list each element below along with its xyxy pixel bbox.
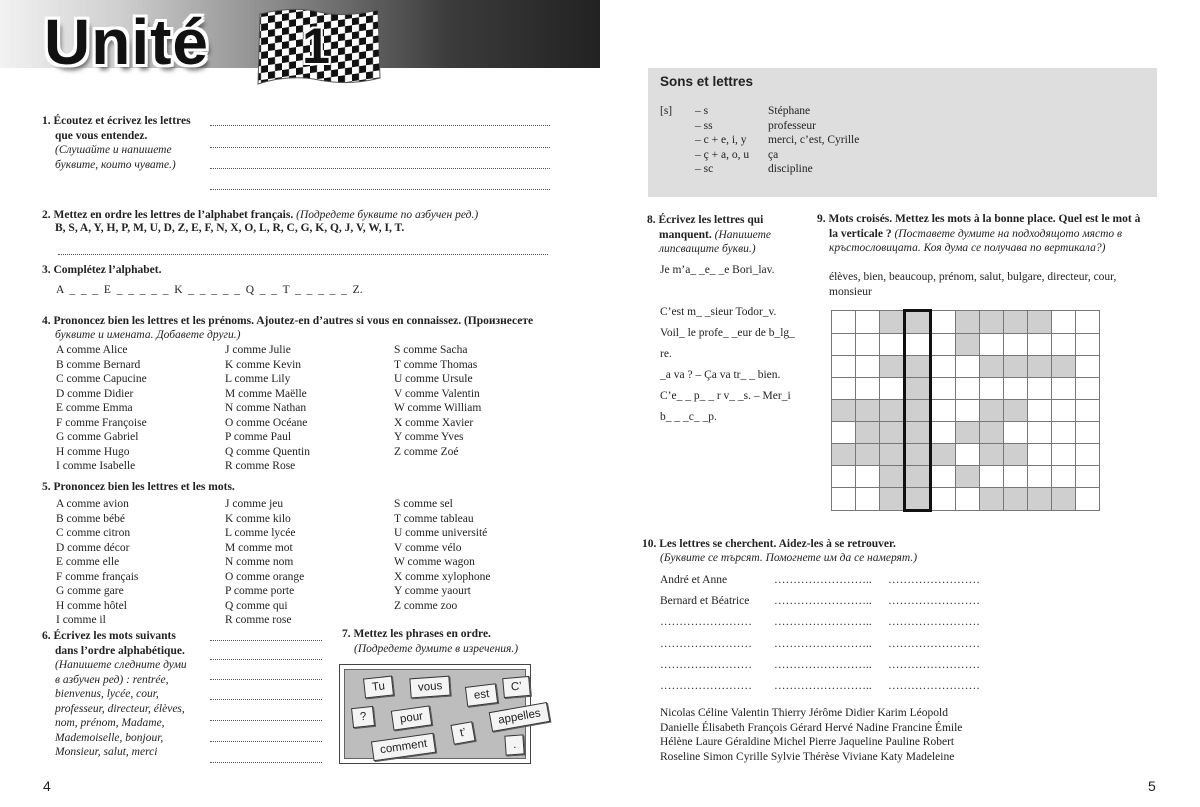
list-item: A comme avion	[56, 498, 129, 510]
list-item: M comme Maëlle	[225, 387, 307, 400]
list-item: C comme Capucine	[56, 373, 147, 385]
unit-title: Unité	[44, 6, 209, 78]
ex6-title: 6. Écrivez les mots suivants dans l’ordre alphabétique.	[42, 630, 185, 657]
list-item: I comme il	[56, 614, 106, 626]
ex6-word-list: (Напишете следните думи в азбучен ред) : rentrée, bienvenus, lycée, cour, professeur, directeur, élèves, nom, prénom, Madame, Mademoiselle, bonjour, Monsieur, salut, merci	[55, 659, 187, 758]
crossword-cell[interactable]	[1052, 400, 1076, 422]
crossword-cell[interactable]	[931, 400, 956, 422]
ex8-line[interactable]: b_ _ _c_ _p.	[660, 411, 717, 423]
list-item: Y comme Yves	[394, 431, 464, 443]
crossword-cell[interactable]	[931, 444, 956, 466]
list-item: Z comme Zoé	[394, 445, 459, 458]
ex2-title: 2. Mettez en ordre les lettres de l’alphabet français. (Подредете буквите по азбучен ред.)	[42, 209, 479, 221]
crossword-cell[interactable]	[1004, 466, 1028, 488]
crossword-cell[interactable]	[1028, 400, 1052, 422]
crossword-cell[interactable]	[980, 378, 1004, 400]
ex3-alphabet-line[interactable]: A _ _ _ E _ _ _ _ _ K _ _ _ _ _ Q _ _ T _ _ _ _ _ Z.	[56, 284, 363, 296]
crossword-cell[interactable]	[880, 378, 905, 400]
word-card[interactable]: vous	[409, 676, 451, 699]
ex1-answer-line[interactable]	[210, 125, 550, 126]
crossword-cell[interactable]	[1076, 422, 1100, 444]
crossword-cell[interactable]	[956, 378, 980, 400]
crossword-cell[interactable]	[905, 466, 931, 488]
list-item: Q comme Quentin	[225, 445, 310, 458]
crossword-cell[interactable]	[856, 466, 880, 488]
list-item: C comme citron	[56, 527, 131, 539]
list-item: H comme Hugo	[56, 445, 130, 458]
crossword-cell[interactable]	[832, 311, 856, 334]
crossword-cell[interactable]	[905, 356, 931, 378]
ex1-answer-line[interactable]	[210, 147, 550, 148]
crossword-cell[interactable]	[931, 488, 956, 511]
ex7-title: 7. Mettez les phrases en ordre.	[342, 628, 491, 640]
page-number-right: 5	[1148, 778, 1156, 794]
crossword-cell[interactable]	[1028, 378, 1052, 400]
crossword-grid	[831, 309, 1100, 512]
crossword-cell[interactable]	[1052, 378, 1076, 400]
crossword-cell[interactable]	[856, 356, 880, 378]
ex10-blank[interactable]: ……………………	[660, 659, 752, 671]
ex4-translation: буквите и имената. Добавете други.)	[55, 329, 241, 341]
ex5-column-2	[225, 497, 304, 628]
sons-et-lettres-box	[648, 68, 1157, 197]
unit-number: 1	[302, 18, 330, 74]
list-item: K comme Kevin	[225, 358, 302, 371]
crossword-cell[interactable]	[880, 422, 905, 444]
crossword-cell[interactable]	[931, 422, 956, 444]
word-card[interactable]: C’	[502, 676, 531, 698]
crossword-cell[interactable]	[856, 488, 880, 511]
crossword-cell[interactable]	[1004, 378, 1028, 400]
crossword-cell[interactable]	[1028, 334, 1052, 356]
ex6-answer-line[interactable]	[210, 762, 322, 763]
list-item: Q comme qui	[225, 599, 288, 612]
example-list: Stéphane professeur merci, c’est, Cyrille ça discipline	[768, 105, 860, 175]
ex8-title: 8. Écrivez les lettres qui manquent. (Напишете липсващите букви.)	[647, 214, 772, 255]
crossword-cell[interactable]	[1028, 422, 1052, 444]
crossword-cell[interactable]	[1028, 444, 1052, 466]
crossword-cell[interactable]	[1052, 444, 1076, 466]
ex10-blank[interactable]: ……………………..	[774, 680, 872, 692]
crossword-cell[interactable]	[980, 356, 1004, 378]
ex5-column-3	[394, 497, 490, 613]
ex8-line[interactable]: C’est m_ _sieur Todor_v.	[660, 306, 777, 318]
ex10-blank[interactable]: ……………………	[888, 595, 980, 607]
crossword-cell[interactable]	[856, 400, 880, 422]
ex10-blank[interactable]: ……………………	[888, 616, 980, 628]
ex10-blank[interactable]: ……………………	[888, 574, 980, 586]
list-item: U comme Ursule	[394, 373, 473, 385]
list-item: N comme Nathan	[225, 402, 307, 414]
crossword-cell[interactable]	[832, 356, 856, 378]
crossword-cell[interactable]	[905, 378, 931, 400]
ex8-line[interactable]: re.	[660, 348, 672, 360]
crossword-cell[interactable]	[880, 444, 905, 466]
sound-symbol: [s]	[660, 105, 673, 117]
list-item: N comme nom	[225, 556, 294, 568]
list-item: V comme Valentin	[394, 387, 480, 400]
ex1-answer-line[interactable]	[210, 189, 550, 190]
crossword-cell[interactable]	[1052, 311, 1076, 334]
list-item: T comme tableau	[394, 512, 474, 525]
list-item: L comme Lily	[225, 373, 291, 385]
list-item: O comme Océane	[225, 416, 308, 429]
ex10-blank[interactable]: ……………………..	[774, 638, 872, 650]
list-item: R comme Rose	[225, 460, 296, 472]
list-item: H comme hôtel	[56, 599, 127, 612]
crossword-cell[interactable]	[1004, 334, 1028, 356]
crossword-cell[interactable]	[905, 488, 931, 511]
ex1-title: 1. Écoutez et écrivez les lettres que vous entendez.	[42, 115, 191, 142]
ex6-answer-line[interactable]	[210, 659, 322, 660]
crossword-cell[interactable]	[832, 444, 856, 466]
list-item: F comme Françoise	[56, 416, 147, 429]
crossword-cell[interactable]	[880, 466, 905, 488]
word-card[interactable]: pour	[391, 705, 432, 730]
list-item: E comme elle	[56, 556, 120, 568]
ex8-line[interactable]: Voil_ le profe_ _eur de b_lg_	[660, 327, 795, 339]
crossword-cell[interactable]	[905, 334, 931, 356]
ex7-translation: (Подредете думите в изречения.)	[354, 643, 519, 655]
ex8-line[interactable]: _a va ? – Ça va tr_ _ bien.	[660, 369, 781, 381]
ex10-blank[interactable]: ……………………	[660, 616, 752, 628]
ex4-column-3	[394, 343, 481, 459]
ex2-letters: B, S, A, Y, H, P, M, U, D, Z, E, F, N, X, O, L, R, C, G, K, Q, J, V, W, I, T.	[55, 222, 405, 234]
crossword-cell[interactable]	[1004, 311, 1028, 334]
ex8-line[interactable]: Je m’a_ _e_ _e Bori_lav.	[660, 264, 775, 276]
list-item: J comme jeu	[225, 498, 284, 510]
ex10-blank[interactable]: ……………………..	[774, 595, 872, 607]
list-item: S comme Sacha	[394, 344, 468, 356]
crossword-cell[interactable]	[956, 422, 980, 444]
ex10-pair: Bernard et Béatrice	[660, 595, 750, 607]
ex10-blank[interactable]: ……………………	[660, 638, 752, 650]
crossword-cell[interactable]	[880, 488, 905, 511]
crossword-cell[interactable]	[956, 400, 980, 422]
list-item: K comme kilo	[225, 512, 291, 525]
crossword-cell[interactable]	[832, 466, 856, 488]
ex9-word-list: élèves, bien, beaucoup, prénom, salut, bulgare, directeur, cour, monsieur	[829, 271, 1117, 298]
crossword-cell[interactable]	[980, 400, 1004, 422]
ex10-translation: (Буквите се търсят. Помогнете им да се намерят.)	[660, 552, 918, 564]
crossword-cell[interactable]	[1028, 466, 1052, 488]
ex4-column-1	[56, 343, 147, 474]
list-item: S comme sel	[394, 498, 453, 510]
ex10-blank[interactable]: ……………………	[888, 638, 980, 650]
ex10-title: 10. Les lettres se cherchent. Aidez-les à se retrouver.	[642, 538, 896, 550]
list-item: M comme mot	[225, 541, 293, 554]
ex3-title: 3. Complétez l’alphabet.	[42, 264, 162, 276]
crossword-cell[interactable]	[956, 488, 980, 511]
ex10-blank[interactable]: ……………………..	[774, 616, 872, 628]
crossword-cell[interactable]	[1052, 488, 1076, 511]
ex6-answer-line[interactable]	[210, 720, 322, 721]
crossword-cell[interactable]	[832, 488, 856, 511]
list-item: U comme université	[394, 527, 488, 539]
ex1-translation: (Слушайте и напишете буквите, които чувате.)	[55, 144, 176, 171]
crossword-cell[interactable]	[956, 444, 980, 466]
crossword-cell[interactable]	[980, 311, 1004, 334]
list-item: D comme Didier	[56, 387, 134, 400]
word-card[interactable]: appelles	[489, 702, 550, 732]
list-item: E comme Emma	[56, 402, 133, 414]
list-item: X comme xylophone	[394, 570, 491, 583]
ex5-column-1	[56, 497, 138, 628]
crossword-cell[interactable]	[1004, 488, 1028, 511]
crossword-cell[interactable]	[956, 356, 980, 378]
crossword-cell[interactable]	[980, 466, 1004, 488]
crossword-cell[interactable]	[1076, 378, 1100, 400]
word-card[interactable]: .	[504, 734, 525, 755]
ex10-blank[interactable]: ……………………..	[774, 659, 872, 671]
crossword-cell[interactable]	[832, 422, 856, 444]
crossword-cell[interactable]	[1052, 356, 1076, 378]
ex1-answer-line[interactable]	[210, 168, 550, 169]
crossword-cell[interactable]	[1076, 444, 1100, 466]
crossword-cell[interactable]	[880, 311, 905, 334]
crossword-cell[interactable]	[856, 444, 880, 466]
ex5-title: 5. Prononcez bien les lettres et les mots.	[42, 481, 235, 493]
crossword-cell[interactable]	[980, 334, 1004, 356]
crossword-cell[interactable]	[931, 311, 956, 334]
word-cards-box	[339, 664, 542, 764]
crossword-cell[interactable]	[1076, 466, 1100, 488]
crossword-cell[interactable]	[1052, 422, 1076, 444]
crossword-cell[interactable]	[1004, 422, 1028, 444]
list-item: G comme Gabriel	[56, 431, 139, 443]
word-card[interactable]: t’	[450, 721, 475, 744]
crossword-cell[interactable]	[980, 422, 1004, 444]
crossword-cell[interactable]	[905, 400, 931, 422]
crossword-cell[interactable]	[1004, 444, 1028, 466]
crossword-cell[interactable]	[905, 422, 931, 444]
crossword-cell[interactable]	[880, 400, 905, 422]
crossword-cell[interactable]	[931, 378, 956, 400]
crossword-cell[interactable]	[931, 466, 956, 488]
crossword-cell[interactable]	[956, 311, 980, 334]
list-item: B comme Bernard	[56, 358, 141, 371]
list-item: Z comme zoo	[394, 599, 458, 612]
crossword-cell[interactable]	[1028, 311, 1052, 334]
list-item: D comme décor	[56, 541, 130, 554]
crossword-cell[interactable]	[905, 444, 931, 466]
crossword-cell[interactable]	[1076, 334, 1100, 356]
crossword-cell[interactable]	[832, 334, 856, 356]
ex4-column-2	[225, 343, 310, 474]
list-item: V comme vélo	[394, 541, 462, 554]
ex4-title: 4. Prononcez bien les lettres et les prénoms. Ajoutez-en d’autres si vous en connaissez. (Произнесете	[42, 315, 534, 327]
word-card[interactable]: est	[465, 683, 499, 707]
ex6-answer-line[interactable]	[210, 640, 322, 641]
crossword-cell[interactable]	[1004, 400, 1028, 422]
crossword-cell[interactable]	[856, 334, 880, 356]
list-item: A comme Alice	[56, 344, 128, 356]
crossword-cell[interactable]	[880, 334, 905, 356]
list-item: P comme Paul	[225, 431, 292, 443]
crossword-cell[interactable]	[1028, 356, 1052, 378]
crossword-cell[interactable]	[1076, 400, 1100, 422]
ex10-blank[interactable]: ……………………	[888, 659, 980, 671]
list-item: W comme William	[394, 402, 482, 414]
grapheme-list: – s – ss – c + e, i, y – ç + a, o, u – sc	[695, 105, 750, 175]
ex10-blank[interactable]: ……………………..	[774, 574, 872, 586]
crossword-cell[interactable]	[1028, 488, 1052, 511]
ex10-blank[interactable]: ……………………	[660, 680, 752, 692]
crossword-cell[interactable]	[931, 356, 956, 378]
list-item: R comme rose	[225, 614, 292, 626]
crossword-cell[interactable]	[1052, 334, 1076, 356]
ex6-answer-line[interactable]	[210, 699, 322, 700]
word-card[interactable]: Tu	[363, 676, 394, 699]
ex9-title: 9. Mots croisés. Mettez les mots à la bonne place. Quel est le mot à la verticale ? (Поставете думите на подходящото място в кръстословицата. Коя дума се получава по вертикала?)	[817, 213, 1141, 254]
crossword-cell[interactable]	[1076, 356, 1100, 378]
crossword-cell[interactable]	[832, 378, 856, 400]
list-item: L comme lycée	[225, 527, 296, 539]
crossword-cell[interactable]	[980, 444, 1004, 466]
crossword-cell[interactable]	[1076, 311, 1100, 334]
ex2-answer-line[interactable]	[58, 254, 548, 255]
word-card[interactable]: comment	[371, 733, 436, 762]
list-item: I comme Isabelle	[56, 460, 136, 472]
ex10-pair: André et Anne	[660, 574, 728, 586]
list-item: F comme français	[56, 570, 139, 583]
ex6-answer-line[interactable]	[210, 741, 322, 742]
list-item: J comme Julie	[225, 344, 291, 356]
list-item: G comme gare	[56, 585, 124, 597]
crossword-cell[interactable]	[980, 488, 1004, 511]
crossword-cell[interactable]	[856, 422, 880, 444]
crossword-cell[interactable]	[905, 311, 931, 334]
crossword-cell[interactable]	[856, 311, 880, 334]
list-item: O comme orange	[225, 570, 305, 583]
list-item: P comme porte	[225, 585, 295, 597]
sons-title: Sons et lettres	[660, 74, 754, 89]
crossword-cell[interactable]	[880, 356, 905, 378]
ex10-blank[interactable]: ……………………	[888, 680, 980, 692]
list-item: W comme wagon	[394, 556, 475, 568]
ex8-line[interactable]: C’e_ _ p_ _ r v_ _s. – Mer_i	[660, 390, 791, 402]
list-item: Y comme yaourt	[394, 585, 471, 597]
word-card[interactable]: ?	[351, 706, 375, 728]
list-item: B comme bébé	[56, 512, 125, 525]
list-item: X comme Xavier	[394, 416, 474, 429]
crossword-cell[interactable]	[1052, 466, 1076, 488]
ex6-answer-line[interactable]	[210, 679, 322, 680]
list-item: T comme Thomas	[394, 358, 478, 371]
crossword-cell[interactable]	[856, 378, 880, 400]
crossword-cell[interactable]	[956, 466, 980, 488]
ex10-name-list: Nicolas Céline Valentin Thierry Jérôme Didier Karim Léopold Danielle Élisabeth François Gérard Hervé Nadine Francine Émile Hélène Laure Géraldine Michel Pierre Jaqueline Pauline Robert Roseline Simon Cyrille Sylvie Thérèse Viviane Katy Madeleine	[660, 707, 963, 763]
crossword-cell[interactable]	[832, 400, 856, 422]
page-number-left: 4	[43, 778, 51, 794]
crossword-cell[interactable]	[931, 334, 956, 356]
crossword-cell[interactable]	[956, 334, 980, 356]
crossword-cell[interactable]	[1004, 356, 1028, 378]
crossword-cell[interactable]	[1076, 488, 1100, 511]
